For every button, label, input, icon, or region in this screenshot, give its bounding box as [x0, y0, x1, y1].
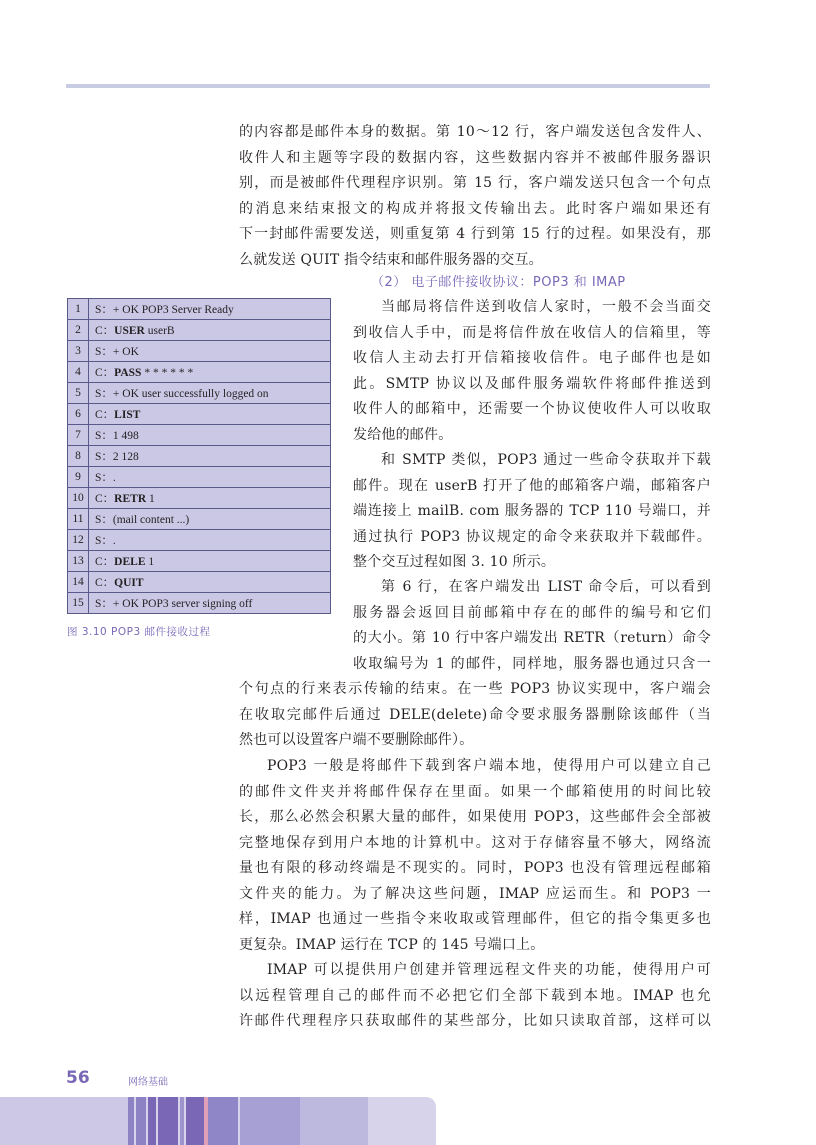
header-rule — [66, 84, 710, 88]
speaker-prefix: S： — [95, 346, 113, 358]
speaker-prefix: C： — [95, 577, 115, 589]
table-row — [68, 341, 331, 362]
line-number: 10 — [68, 488, 89, 509]
protocol-message — [89, 530, 331, 551]
protocol-message — [89, 446, 331, 467]
protocol-message — [89, 341, 331, 362]
list-retr-paragraph — [353, 575, 711, 677]
protocol-message — [89, 467, 331, 488]
running-title: 网络基础 — [128, 1077, 168, 1088]
text-line: 文件夹的能力。为了解决这些问题，IMAP 应运而生。和 POP3 一 — [239, 885, 711, 902]
text-line: 下一封邮件需要发送，则重复第 4 行到第 15 行的过程。如果没有，那 — [239, 226, 711, 242]
protocol-message — [89, 572, 331, 593]
table-row — [68, 488, 331, 509]
speaker-prefix: S： — [95, 472, 113, 484]
speaker-prefix: S： — [95, 514, 113, 526]
text-line: 和 SMTP 类似，POP3 通过一些命令获取并下载 — [381, 452, 711, 468]
message-text: * * * * * * — [141, 367, 194, 379]
text-line: 以远程管理自己的邮件而不必把它们全部下载到本地。IMAP 也允 — [239, 987, 711, 1004]
speaker-prefix: C： — [95, 325, 115, 337]
line-number: 4 — [68, 362, 89, 383]
text-line: 收件人和主题等字段的数据内容，这些数据内容并不被邮件服务器识 — [239, 149, 711, 166]
protocol-message — [89, 425, 331, 446]
line-number: 13 — [68, 551, 89, 572]
message-text: . — [112, 535, 116, 547]
text-line: 端连接上 mailB. com 服务器的 TCP 110 号端口，并 — [353, 503, 711, 519]
table-row — [68, 404, 331, 425]
text-line: IMAP 可以提供用户创建并管理远程文件夹的功能，使得用户可 — [267, 962, 711, 978]
command-keyword: PASS — [114, 367, 142, 379]
speaker-prefix: S： — [95, 430, 113, 442]
text-line: 服务器会返回目前邮箱中存在的邮件的编号和它们 — [353, 604, 711, 621]
text-line: 别，而是被邮件代理程序识别。第 15 行，客户端发送只包含一个句点 — [239, 175, 711, 191]
table-row — [68, 299, 331, 320]
message-text: + OK user successfully logged on — [112, 388, 269, 400]
speaker-prefix: S： — [95, 598, 113, 610]
command-keyword: LIST — [114, 409, 141, 421]
line-number: 6 — [68, 404, 89, 425]
text-line: 许邮件代理程序只获取邮件的某些部分，比如只读取首部，这样可以 — [239, 1013, 711, 1029]
speaker-prefix: S： — [95, 304, 113, 316]
text-line: 的邮件文件夹并将邮件保存在里面。如果一个邮箱使用的时间比较 — [239, 783, 711, 800]
speaker-prefix: S： — [95, 388, 113, 400]
line-number: 15 — [68, 593, 89, 614]
table-row — [68, 467, 331, 488]
intro-paragraph — [239, 120, 711, 273]
table-row — [68, 383, 331, 404]
table-row — [68, 572, 331, 593]
imap-features-paragraph — [239, 958, 711, 1035]
protocol-message — [89, 593, 331, 614]
pop3-commands-paragraph — [353, 448, 711, 576]
text-line: 在收取完邮件后通过 DELE(delete)命令要求服务器删除该邮件（当 — [239, 706, 711, 723]
page-number: 56 — [66, 1068, 90, 1088]
text-line: 然也可以设置客户端不要删除邮件）。 — [239, 732, 474, 748]
table-row — [68, 551, 331, 572]
line-number: 12 — [68, 530, 89, 551]
text-line: 个句点的行来表示传输的结束。在一些 POP3 协议实现中，客户端会 — [239, 681, 711, 697]
text-line: 长，那么必然会积累大量的邮件，如果使用 POP3，这些邮件会全部被 — [239, 809, 711, 825]
table-row — [68, 530, 331, 551]
protocol-message — [89, 509, 331, 530]
table-row — [68, 509, 331, 530]
text-line: 么就发送 QUIT 指令结束和邮件服务器的交互。 — [239, 251, 543, 268]
speaker-prefix: S： — [95, 451, 113, 463]
footer-decor-band — [0, 1097, 436, 1145]
pop3-session-table — [67, 298, 331, 614]
text-line: 的大小。第 10 行中客户端发出 RETR（return）命令 — [353, 630, 711, 646]
text-line: 通过执行 POP3 协议规定的命令来获取并下载邮件。 — [353, 528, 711, 545]
text-line: 发给他的邮件。 — [353, 426, 453, 443]
text-line: POP3 一般是将邮件下载到客户端本地，使得用户可以建立自己 — [267, 758, 711, 774]
table-row — [68, 593, 331, 614]
protocol-message — [89, 383, 331, 404]
message-text: userB — [144, 325, 175, 337]
section-subheading: （2） 电子邮件接收协议：POP3 和 IMAP — [371, 275, 626, 290]
text-line: 完整地保存到用户本地的计算机中。这对于存储容量不够大，网络流 — [239, 834, 711, 851]
protocol-message — [89, 404, 331, 425]
line-number: 3 — [68, 341, 89, 362]
line-number: 9 — [68, 467, 89, 488]
text-line: 收取编号为 1 的邮件，同样地，服务器也通过只含一 — [353, 655, 711, 672]
message-text: 1 — [145, 556, 155, 568]
message-text: + OK POP3 Server Ready — [112, 304, 234, 316]
text-line: 的内容都是邮件本身的数据。第 10～12 行，客户端发送包含发件人、 — [239, 124, 711, 140]
protocol-message — [89, 320, 331, 341]
text-line: 邮件。现在 userB 打开了他的邮箱客户端，邮箱客户 — [353, 477, 711, 494]
text-line: 整个交互过程如图 3. 10 所示。 — [353, 554, 556, 570]
speaker-prefix: C： — [95, 367, 115, 379]
table-row — [68, 362, 331, 383]
text-line: 收件人的邮箱中，还需要一个协议使收件人可以收取 — [353, 401, 711, 417]
message-text: 2 128 — [112, 451, 139, 463]
speaker-prefix: C： — [95, 409, 115, 421]
message-text: 1 — [146, 493, 155, 505]
speaker-prefix: S： — [95, 535, 113, 547]
command-keyword: RETR — [114, 493, 147, 505]
command-keyword: QUIT — [114, 577, 144, 589]
text-line: 更复杂。IMAP 运行在 TCP 的 145 号端口上。 — [239, 936, 545, 953]
text-line: 此。SMTP 协议以及邮件服务端软件将邮件推送到 — [353, 375, 711, 392]
command-keyword: USER — [114, 325, 145, 337]
pop3-limitations-paragraph — [239, 754, 711, 958]
line-number: 2 — [68, 320, 89, 341]
line-number: 5 — [68, 383, 89, 404]
line-number: 1 — [68, 299, 89, 320]
text-line: 的消息来结束报文的构成并将报文传输出去。此时客户端如果还有 — [239, 200, 711, 217]
text-line: 样，IMAP 也通过一些指令来收取或管理邮件，但它的指令集更多也 — [239, 911, 711, 927]
text-line: 当邮局将信件送到收信人家时，一般不会当面交 — [381, 299, 711, 315]
text-line: 量也有限的移动终端是不现实的。同时，POP3 也没有管理远程邮箱 — [239, 860, 711, 876]
protocol-message — [89, 299, 331, 320]
table-row — [68, 425, 331, 446]
speaker-prefix: C： — [95, 493, 115, 505]
line-number: 14 — [68, 572, 89, 593]
message-text: 1 498 — [112, 430, 139, 442]
message-text: . — [112, 472, 116, 484]
table-row — [68, 320, 331, 341]
protocol-message — [89, 551, 331, 572]
mail-analogy-paragraph — [353, 295, 711, 448]
protocol-message — [89, 362, 331, 383]
text-line: 第 6 行，在客户端发出 LIST 命令后，可以看到 — [381, 579, 711, 595]
message-text: (mail content ...) — [112, 514, 190, 526]
message-text: + OK — [112, 346, 139, 358]
text-line: 收信人主动去打开信箱接收信件。电子邮件也是如 — [353, 350, 711, 366]
command-keyword: DELE — [114, 556, 146, 568]
speaker-prefix: C： — [95, 556, 115, 568]
table-row — [68, 446, 331, 467]
line-number: 7 — [68, 425, 89, 446]
line-number: 11 — [68, 509, 89, 530]
protocol-message — [89, 488, 331, 509]
list-retr-paragraph-continued — [239, 677, 711, 754]
message-text: + OK POP3 server signing off — [112, 598, 253, 610]
figure-caption: 图 3.10 POP3 邮件接收过程 — [67, 626, 211, 638]
text-line: 到收信人手中，而是将信件放在收信人的信箱里，等 — [353, 324, 711, 341]
line-number: 8 — [68, 446, 89, 467]
